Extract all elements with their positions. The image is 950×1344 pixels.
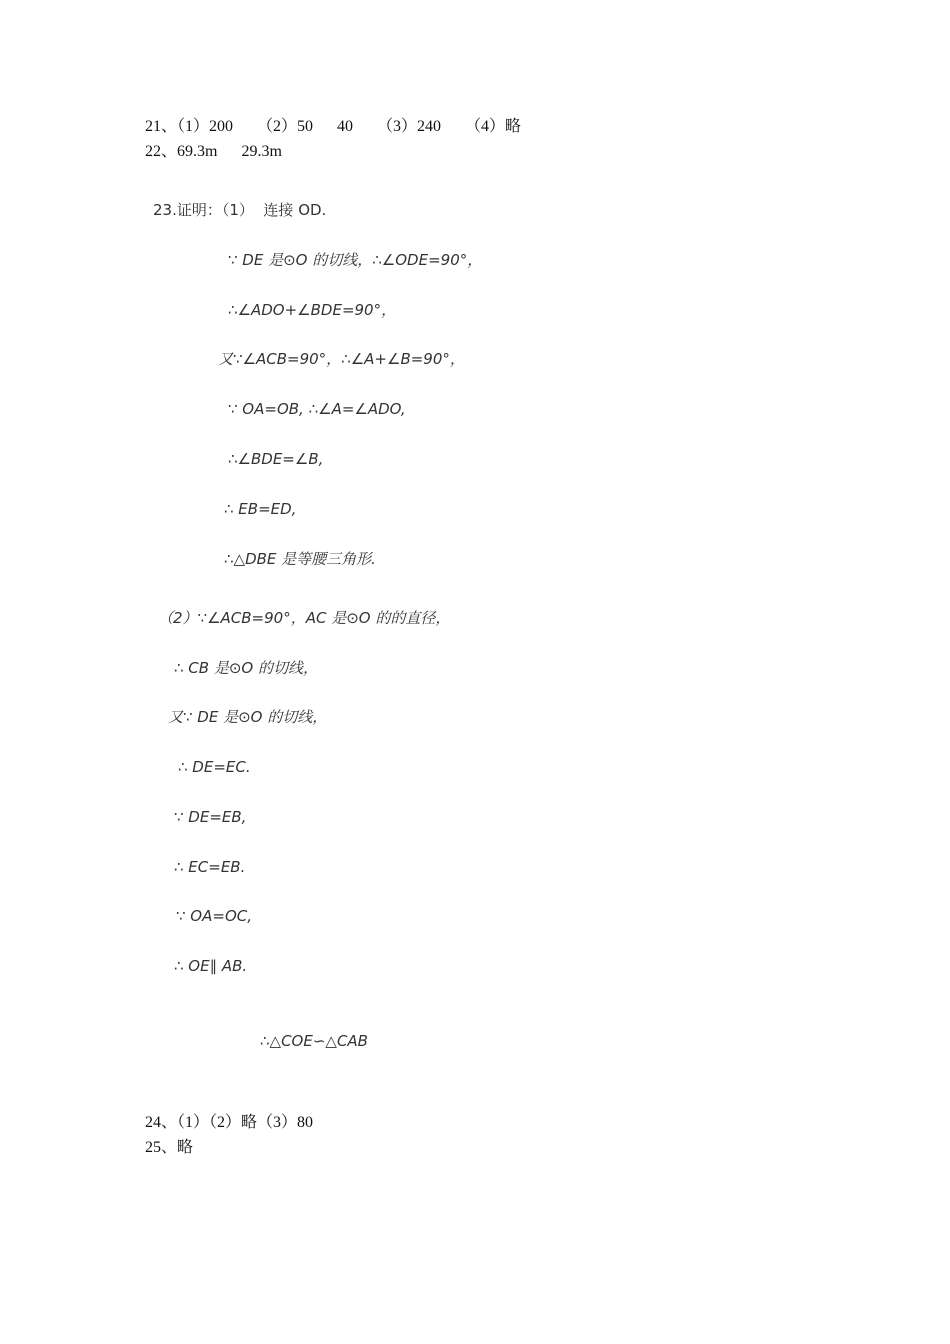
proof-step: ∴∠BDE=∠B, <box>228 450 324 468</box>
answer-22: 22、69.3m 29.3m <box>145 143 282 160</box>
proof-step: ∴ DE=EC. <box>178 758 251 776</box>
proof-step: ∴ EC=EB. <box>174 858 246 876</box>
proof-step: ∵ DE=EB, <box>174 808 247 826</box>
proof-step: ∴△DBE 是等腰三角形. <box>224 550 376 568</box>
proof-step: 又∵ DE 是⊙O 的切线， <box>168 708 328 726</box>
proof-step: ∴ CB 是⊙O 的切线， <box>174 659 318 677</box>
proof-23-heading: 23.证明：（1） 连接 OD. <box>153 201 327 219</box>
proof-step: （2）∵∠ACB=90°，AC 是⊙O 的的直径， <box>158 609 451 627</box>
proof-step: ∵ OA=OB, ∴∠A=∠ADO, <box>228 400 406 418</box>
proof-step: ∴ EB=ED, <box>224 500 297 518</box>
proof-step: ∵ OA=OC, <box>176 907 252 925</box>
answer-21: 21、（1）200 （2）50 40 （3）240 （4）略 <box>145 118 522 135</box>
proof-step: 又∵∠ACB=90°，∴∠A+∠B=90°， <box>218 350 465 368</box>
proof-step: ∴∠ADO+∠BDE=90°， <box>228 301 397 319</box>
proof-conclusion: ∴△COE∽△CAB <box>260 1032 368 1050</box>
answer-24: 24、（1）（2）略（3）80 <box>145 1114 314 1131</box>
proof-step: ∵ DE 是⊙O 的切线，∴∠ODE=90°， <box>228 251 483 269</box>
answer-25: 25、略 <box>145 1139 194 1156</box>
proof-step: ∴ OE∥ AB. <box>174 957 248 975</box>
